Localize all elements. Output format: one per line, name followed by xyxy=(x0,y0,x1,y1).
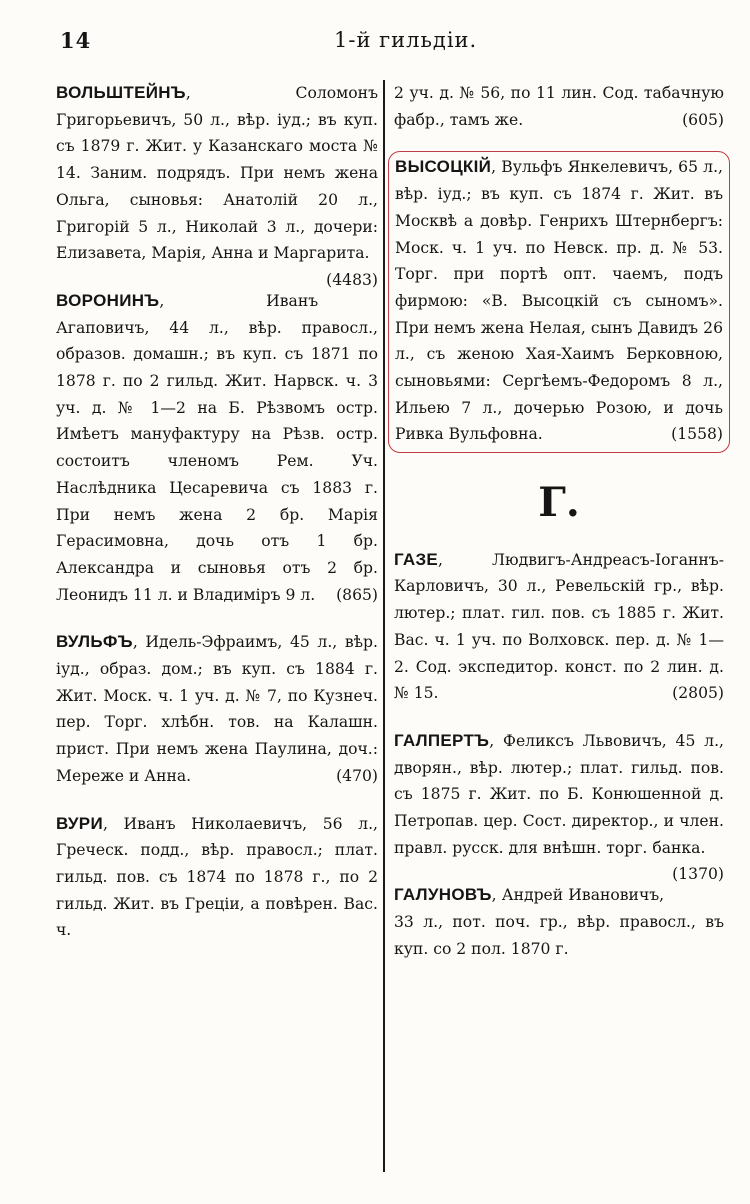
highlighted-entry-box xyxy=(388,151,730,453)
entry-surname: ВОЛЬШТЕЙНЪ xyxy=(56,83,186,102)
directory-entry xyxy=(56,80,378,289)
entry-surname: ВУРИ xyxy=(56,813,103,833)
entry-surname: ВОРОНИНЪ xyxy=(56,290,160,310)
entry-surname: ВУЛЬФЪ xyxy=(56,632,133,652)
directory-entry xyxy=(394,547,724,707)
right-column xyxy=(394,80,724,984)
entry-text: , Андрей Ивановичъ, 33 л., пот. поч. гр., вѣр. правосл., въ куп. со 2 пол. 1870 г. xyxy=(394,886,724,958)
entry-surname: ВЫСОЦКІЙ xyxy=(395,157,492,177)
page-number: 14 xyxy=(60,28,92,53)
entry-number: (2805) xyxy=(672,684,724,703)
entry-text: , Иванъ Николаевичъ, 56 л., Греческ. подд., вѣр. правосл.; плат. гильд. пов. съ 1874 по 1878 г., по 2 гильд. Жит. въ Греціи, а повѣрен. Вас. ч. xyxy=(56,814,378,940)
directory-entry xyxy=(395,154,723,448)
left-column xyxy=(56,80,378,965)
continued-entry xyxy=(394,80,724,133)
section-letter-heading: Г. xyxy=(538,479,580,527)
entry-text: 2 уч. д. № 56, по 11 лин. Сод. табачную фабр., тамъ же. xyxy=(394,84,724,129)
entry-text: , Соломонъ Григорьевичъ, 50 л., вѣр. іуд.; въ куп. съ 1879 г. Жит. у Казанскаго моста № 14. Заним. подрядъ. При немъ жена Ольга, сыновья: Анатолій 20 л., Григорій 5 л., Николай 3 л., дочери: Елизавета, Марія, Анна и Маргарита. xyxy=(56,84,378,263)
directory-entry xyxy=(394,728,724,884)
entry-number: (4483) xyxy=(326,270,378,289)
entry-number: (605) xyxy=(682,110,724,129)
column-divider xyxy=(383,80,385,1172)
entry-number: (470) xyxy=(336,766,378,785)
entry-text: , Иванъ Агаповичъ, 44 л., вѣр. правосл., образов. домашн.; въ куп. съ 1871 по 1878 г. по 2 гильд. Жит. Нарвск. ч. 3 уч. д. № 1—2 на Б. Рѣзвомъ остр. Имѣетъ мануфактуру на Рѣзв. остр. состоитъ членомъ Рем. Уч. Наслѣдника Цесаревича съ 1883 г. При немъ жена 2 бр. Марія Герасимовна, дочь отъ 1 бр. Александра и сыновья отъ 2 бр. Леонидъ 11 л. и Владиміръ 9 л. xyxy=(56,291,378,604)
running-title: 1-й гильдіи. xyxy=(334,28,478,52)
entry-surname: ГАЛПЕРТЪ xyxy=(394,730,490,750)
entry-text: , Идель-Эфраимъ, 45 л., вѣр. іуд., образ. дом.; въ куп. съ 1884 г. Жит. Моск. ч. 1 уч. д. № 7, по Кузнеч. пер. Торг. хлѣбн. тов. на Калашн. прист. При немъ жена Паулина, доч.: Мереже и Анна. xyxy=(56,633,378,785)
directory-entry xyxy=(56,629,378,789)
entry-text: , Вульфъ Янкелевичъ, 65 л., вѣр. іуд.; въ куп. съ 1874 г. Жит. въ Москвѣ а довѣр. Генрихъ Штернбергъ: Моск. ч. 1 уч. по Невск. пр. д. № 53. Торг. при портѣ опт. чаемъ, подъ фирмою: «В. Высоцкій съ сыномъ». При немъ жена Нелая, сынъ Давидъ 26 л., съ женою Хая-Хаимъ Берковною, сыновьями: Сергѣемъ-Федоромъ 8 л., Ильею 7 л., дочерью Розою, и дочь Ривка Вульфовна. xyxy=(395,158,723,444)
directory-entry xyxy=(56,811,378,945)
directory-entry xyxy=(56,288,378,608)
entry-number: (1370) xyxy=(672,865,724,884)
page-header xyxy=(0,28,750,62)
entry-surname: ГАЗЕ xyxy=(394,549,439,569)
entry-number: (1558) xyxy=(671,425,723,444)
entry-text: , Феликсъ Львовичъ, 45 л., дворян., вѣр. лютер.; плат. гильд. пов. съ 1875 г. Жит. по Б. Конюшенной д. Петропав. цер. Сост. директор., и член. правл. русск. для внѣшн. торг. банка. xyxy=(394,731,724,857)
entry-surname: ГАЛУНОВЪ xyxy=(394,885,492,905)
entry-text: , Людвигъ-Андреасъ-Іоганнъ-Карловичъ, 30 л., Ревельскій гр., вѣр. лютер.; плат. гил. пов. съ 1885 г. Жит. Вас. ч. 1 уч. по Волховск. пер. д. № 1—2. Сод. экспедитор. конст. по 2 лин. д. № 15. xyxy=(394,550,724,703)
directory-entry xyxy=(394,882,724,962)
entry-number: (865) xyxy=(336,585,378,604)
